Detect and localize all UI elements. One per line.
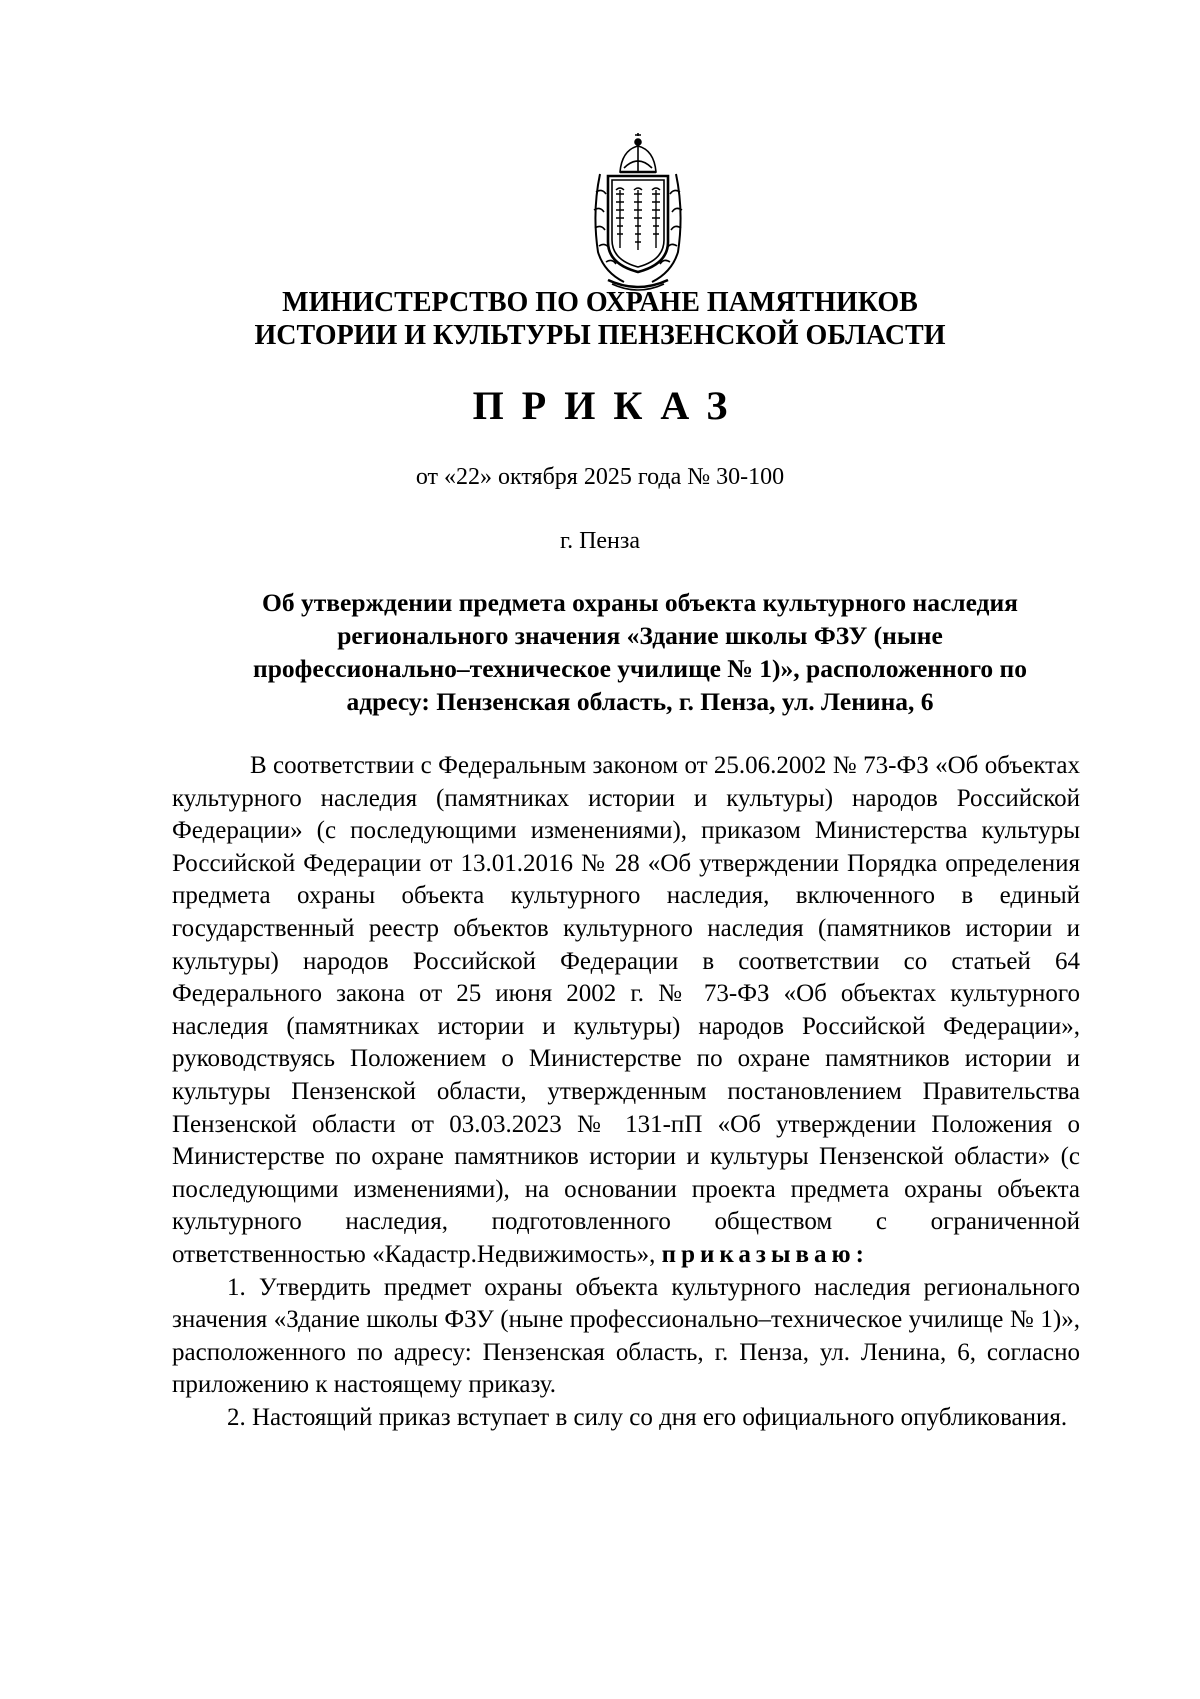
ministry-name-line-2: ИСТОРИИ И КУЛЬТУРЫ ПЕНЗЕНСКОЙ ОБЛАСТИ — [254, 320, 946, 351]
order-subject-line: регионального значения «Здание школы ФЗУ (ныне — [337, 621, 943, 650]
order-item-1: 1. Утвердить предмет охраны объекта культурного наследия регионального значения «Здание школы ФЗУ (ныне профессионально–техническое училище № 1)», расположенного по адресу: Пензенская область, г. Пенза, ул. Ленина, 6, согласно приложению к настоящему приказу. — [172, 1273, 1080, 1399]
preamble-paragraph — [172, 750, 1080, 1272]
ministry-name — [0, 286, 1200, 352]
penza-region-coat-of-arms-icon — [590, 132, 686, 292]
order-item-2: 2. Настоящий приказ вступает в силу со дня его официального опубликования. — [227, 1403, 1068, 1431]
order-date-number: от «22» октября 2025 года № 30-100 — [415, 464, 785, 490]
order-body — [172, 750, 1080, 1434]
ministry-name-line-1: МИНИСТЕРСТВО ПО ОХРАНЕ ПАМЯТНИКОВ — [282, 287, 918, 318]
order-subject-line: профессионально–техническое училище № 1)», расположенного по — [253, 654, 1027, 683]
order-subject — [200, 586, 1080, 718]
order-word: приказываю: — [661, 1240, 869, 1268]
order-subject-line: Об утверждении предмета охраны объекта культурного наследия — [262, 588, 1018, 617]
order-subject-line: адресу: Пензенская область, г. Пенза, ул. Ленина, 6 — [346, 687, 934, 716]
order-city: г. Пенза — [559, 528, 641, 554]
preamble-text: В соответствии с Федеральным законом от 25.06.2002 № 73-ФЗ «Об объектах культурного наследия (памятниках истории и культуры) народов Российской Федерации» (с последующими изменениями), приказом Министерства культуры Российской Федерации от 13.01.2016 № 28 «Об утверждении Порядка определения предмета охраны объекта культурного наследия, включенного в единый государственный реестр объектов культурного наследия (памятников истории и культуры) народов Российской Федерации в соответствии со статьей 64 Федерального закона от 25 июня 2002 г. № 73-ФЗ «Об объектах культурного наследия (памятниках истории и культуры) народов Российской Федерации», руководствуясь Положением о Министерстве по охране памятников истории и культуры Пензенской области, утвержденным постановлением Правительства Пензенской области от 03.03.2023 № 131-пП «Об утверждении Положения о Министерстве по охране памятников истории и культуры Пензенской области» (с последующими изменениями), на основании проекта предмета охраны объекта культурного наследия, подготовленного обществом с ограниченной ответственностью «Кадастр.Недвижимость», — [172, 752, 1080, 1268]
order-title: ПРИКАЗ — [472, 383, 746, 428]
